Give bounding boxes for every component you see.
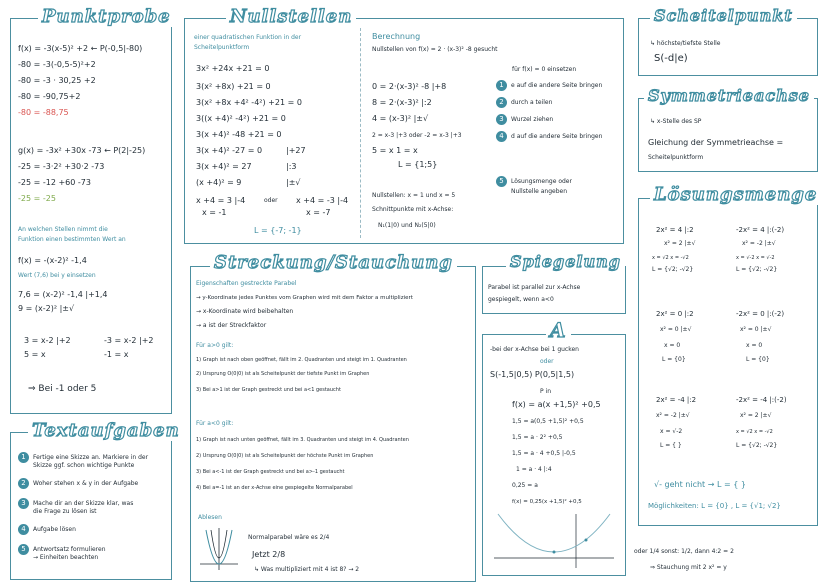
st-a0-line: 3) Bei a>1 ist der Graph gestreckt und bei a<1 gestaucht <box>196 387 341 393</box>
pp-question: Funktion einen bestimmten Wert an <box>18 236 126 243</box>
lm-cell: x² = 0 |±√ <box>740 326 772 333</box>
sp-line: Parabel ist parallel zur x-Achse <box>488 284 581 291</box>
pp-line: -80 = -3 · 30,25 +2 <box>18 76 96 85</box>
a-line: 1 = a · 4 |:4 <box>516 466 552 473</box>
ta-item-cont: die Frage zu lösen ist <box>33 508 97 515</box>
a-foot: ⇒ Stauchung mit 2 x² = y <box>650 564 727 571</box>
b-step5: 5 Lösungsmenge oder <box>496 176 572 187</box>
ns-intro: einer quadratischen Funktion in der <box>194 34 302 41</box>
pp-line2: -25 = -3·2² +30·2 -73 <box>18 162 105 171</box>
a-line: f(x) = 0,25(x +1,5)² +0,5 <box>512 499 582 505</box>
pp-question: An welchen Stellen nimmt die <box>18 226 108 233</box>
pp-fx: f(x) = -(x-2)² -1,4 <box>18 256 87 265</box>
b-line: 5 = x 1 = x <box>372 146 418 155</box>
pp-calc: 9 = (x-2)² |±√ <box>18 304 75 313</box>
a-line: 1,5 = a(0,5 +1,5)² +0,5 <box>512 418 584 425</box>
st-prop: → a ist der Streckfaktor <box>196 322 267 329</box>
textaufgaben-title: Textaufgaben <box>28 420 184 441</box>
pp-line: -80 = -90,75+2 <box>18 92 81 101</box>
sp-formula: S(-d|e) <box>654 53 688 64</box>
lm-cell: x = √-2 x = √-2 <box>736 255 775 261</box>
ta-item: 1 Fertige eine Skizze an. Markiere in der <box>18 452 148 463</box>
st-a1-line: 4) Bei a=-1 ist an der x-Achse eine gespiegelte Normalparabel <box>196 485 353 491</box>
b-note: Schnittpunkte mit x-Achse: <box>372 206 454 213</box>
streckung-title: Streckung/Stauchung <box>210 252 457 273</box>
st-a0-line: 1) Graph ist nach oben geöffnet, fällt im 2. Quadranten und steigt im 1. Quadranten <box>196 357 407 363</box>
lm-cell: 2x² = -4 |:2 <box>656 396 697 404</box>
ns-solution: L = {-7; -1} <box>254 226 302 235</box>
ta-item: 3 Mache dir an der Skizze klar, was <box>18 498 133 509</box>
b-step5-cont: Nullstelle angeben <box>511 188 568 195</box>
ns-line: (x +4)² = 9 <box>196 178 242 187</box>
lm-cell: 2x² = 0 |:2 <box>656 310 694 318</box>
a-line: oder <box>540 358 554 365</box>
st-ab-line: ↳ Was multipliziert mit 4 ist 8? → 2 <box>254 566 360 573</box>
ns-line: x = -1 <box>202 208 227 217</box>
b-line: L = {1;5} <box>398 160 438 169</box>
st-a0: Für a>0 gilt: <box>196 342 234 349</box>
lm-cell: L = {√2; -√2} <box>736 442 778 449</box>
lm-cell: x² = -2 |±√ <box>656 412 690 419</box>
b-line: 0 = 2·(x-3)² -8 |+8 <box>372 82 447 91</box>
st-ablesen: Ablesen <box>198 514 222 521</box>
nullstellen-title: Nullstellen <box>226 6 356 27</box>
symmetrie-title: Symmetrieachse <box>644 86 814 105</box>
lm-cell: x = √-2 <box>660 428 683 435</box>
sp-text: ↳ höchste/tiefste Stelle <box>650 40 721 47</box>
lm-cell: L = { } <box>660 442 682 449</box>
lm-cell: x = 0 <box>664 342 681 349</box>
a-line: -bei der x-Achse bei 1 gucken <box>490 346 579 353</box>
spiegelung-title: Spiegelung <box>506 252 625 271</box>
st-prop: → x-Koordinate wird beibehalten <box>196 308 294 315</box>
sym-gl: Gleichung der Symmetrieachse = <box>648 138 784 147</box>
lm-note: √- geht nicht → L = { } <box>654 480 746 489</box>
berechnung-fzero: für f(x) = 0 einsetzen <box>512 66 577 73</box>
b-step: 1 e auf die andere Seite bringen <box>496 80 602 91</box>
lm-cell: 2x² = 4 |:2 <box>656 226 694 234</box>
loesungsmenge-title: Lösungsmenge <box>650 184 821 205</box>
berechnung-heading: Berechnung <box>372 32 421 41</box>
ablesen-graph <box>198 526 240 572</box>
b-note: N₁(1|0) und N₂(5|0) <box>378 222 436 229</box>
pp-wert: Wert (7,6) bei y einsetzen <box>18 272 96 279</box>
lm-cell: x² = 2 |±√ <box>664 240 696 247</box>
pp-line2: -25 = -12 +60 -73 <box>18 178 91 187</box>
st-prop: → y-Koordinate jedes Punktes vom Graphen wird mit dem Faktor a multipliziert <box>196 295 413 301</box>
a-line: 1,5 = a · 2² +0,5 <box>512 434 563 441</box>
st-ab-line: Normalparabel wäre es 2/4 <box>248 534 330 541</box>
pp-line: f(x) = -3(x-5)² +2 ← P(-0,5|-80) <box>18 44 143 53</box>
pp-calc2: 3 = x-2 |+2 <box>24 336 71 345</box>
a-line: 0,25 = a <box>512 482 538 489</box>
ns-line: x +4 = 3 |-4 <box>196 196 246 205</box>
lm-cell: -2x² = 4 |:(-2) <box>736 226 785 234</box>
st-sub: Eigenschaften gestreckte Parabel <box>196 280 297 287</box>
sym-gl: Scheitelpunktform <box>648 154 704 161</box>
pp-line2: g(x) = -3x² +30x -73 ← P(2|-25) <box>18 146 146 155</box>
ns-op: |±√ <box>286 178 301 187</box>
b-line: 2 = x-3 |+3 oder -2 = x-3 |+3 <box>372 132 462 139</box>
a-line: f(x) = a(x +1,5)² +0,5 <box>512 400 601 409</box>
pp-calc: 7,6 = (x-2)² -1,4 |+1,4 <box>18 290 108 299</box>
sp-line: gespiegelt, wenn a<0 <box>488 296 554 303</box>
lm-cell: -2x² = -4 |:(-2) <box>736 396 787 404</box>
ns-line: 3(x +4)² = 27 <box>196 162 252 171</box>
ns-line: 3(x² +8x) +21 = 0 <box>196 82 271 91</box>
lm-moeglich: Möglichkeiten: L = {0} , L = {√1; √2} <box>648 502 781 510</box>
pp-calc2: 5 = x <box>24 350 46 359</box>
ta-item: 5 Antwortsatz formulieren <box>18 544 106 555</box>
b-line: 8 = 2·(x-3)² |:2 <box>372 98 432 107</box>
ns-intro: Scheitelpunktform <box>194 44 250 51</box>
ta-item: 4 Aufgabe lösen <box>18 524 76 535</box>
punktprobe-title: Punktprobe <box>38 6 175 27</box>
lm-cell: x² = 0 |±√ <box>660 326 692 333</box>
ns-line: 3(x +4)² -48 +21 = 0 <box>196 130 282 139</box>
ns-alt: x +4 = -3 |-4 <box>296 196 349 205</box>
pp-calc3: -3 = x-2 |+2 <box>104 336 154 345</box>
berechnung-intro: Nullstellen von f(x) = 2 · (x-3)² -8 gesucht <box>372 46 498 53</box>
lm-cell: L = {0} <box>662 356 686 363</box>
ns-op: |+27 <box>286 146 306 155</box>
b-step: 4 d auf die andere Seite bringen <box>496 131 602 142</box>
ta-item: 2 Woher stehen x & y in der Aufgabe <box>18 478 138 489</box>
a-line: 1,5 = a · 4 +0,5 |-0,5 <box>512 450 576 457</box>
ta-item-cont: Skizze ggf. schon wichtige Punkte <box>33 462 135 469</box>
lm-cell: L = {0} <box>746 356 770 363</box>
lm-cell: x = √2 x = -√2 <box>652 255 689 261</box>
lm-cell: x = 0 <box>746 342 763 349</box>
ns-oder: oder <box>264 197 278 204</box>
pp-result-false: -80 = -88,75 <box>18 108 69 117</box>
pp-result: ⇒ Bei -1 oder 5 <box>28 384 97 394</box>
b-step: 3 Wurzel ziehen <box>496 114 553 125</box>
st-a1-line: 1) Graph ist nach unten geöffnet, fällt im 3. Quadranten und steigt im 4. Quadranten <box>196 437 409 443</box>
pp-line: -80 = -3(-0,5-5)²+2 <box>18 60 96 69</box>
lm-cell: x² = 2 |±√ <box>740 412 772 419</box>
ns-line: 3x² +24x +21 = 0 <box>196 64 270 73</box>
st-a1-line: 3) Bei a<-1 ist der Graph gestreckt und bei a>-1 gestaucht <box>196 469 345 475</box>
st-a0-line: 2) Ursprung O(0|0) ist als Scheitelpunkt der tiefste Punkt im Graphen <box>196 371 370 377</box>
st-a1: Für a<0 gilt: <box>196 420 234 427</box>
a-line: S(-1,5|0,5) P(0,5|1,5) <box>490 370 575 379</box>
ns-alt: x = -7 <box>306 208 331 217</box>
nullstellen-divider <box>360 28 361 238</box>
lm-cell: -2x² = 0 |:(-2) <box>736 310 785 318</box>
lm-cell: x² = -2 |±√ <box>742 240 776 247</box>
b-note: Nullstellen: x = 1 und x = 5 <box>372 192 456 199</box>
scheitelpunkt-title: Scheitelpunkt <box>650 6 797 25</box>
a-line: P in <box>540 388 551 395</box>
parabola-graph <box>490 510 618 570</box>
lm-cell: L = {√2; -√2} <box>652 266 694 273</box>
pp-result-true: -25 = -25 <box>18 194 56 203</box>
st-ab-line: Jetzt 2/8 <box>252 550 286 559</box>
lm-cell: x = √2 x = -√2 <box>736 429 773 435</box>
ns-line: 3(x +4)² -27 = 0 <box>196 146 263 155</box>
ns-op: |:3 <box>286 162 297 171</box>
a-foot: oder 1/4 sonst: 1/2, dann 4:2 = 2 <box>634 548 734 555</box>
ns-line: 3((x +4)² -4²) +21 = 0 <box>196 114 286 123</box>
b-step: 2 durch a teilen <box>496 97 552 108</box>
b-line: 4 = (x-3)² |±√ <box>372 114 429 123</box>
pp-calc3: -1 = x <box>104 350 129 359</box>
ta-item-cont: → Einheiten beachten <box>33 554 99 561</box>
lm-cell: L = {√2; -√2} <box>736 266 778 273</box>
ns-line: 3(x² +8x +4² -4²) +21 = 0 <box>196 98 302 107</box>
st-a1-line: 2) Ursprung O(0|0) ist als Scheitelpunkt der höchste Punkt im Graphen <box>196 453 374 459</box>
sym-text: ↳ x-Stelle des SP <box>650 118 702 125</box>
a-title: A <box>546 318 571 342</box>
